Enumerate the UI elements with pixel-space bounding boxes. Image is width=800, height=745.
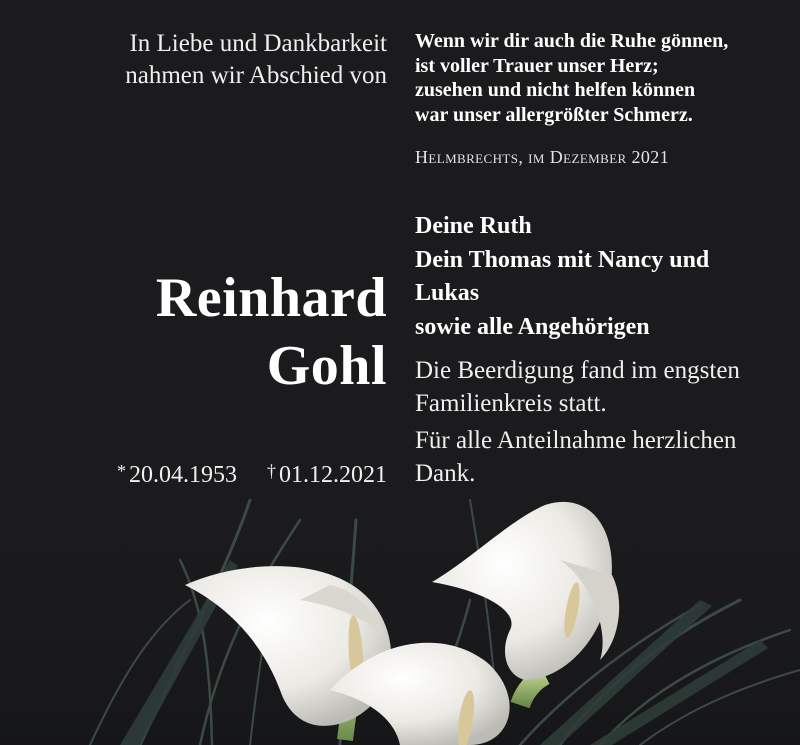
deceased-name [156, 264, 387, 400]
funeral-line-2: Familienkreis statt. [415, 390, 607, 417]
death-date-group [267, 456, 387, 490]
first-name: Reinhard [155, 267, 387, 329]
death-symbol: † [267, 461, 276, 481]
signer-line: sowie alle Angehörigen [415, 313, 650, 340]
signer-line: Deine Ruth [415, 213, 532, 239]
intro-line-2: nahmen wir Abschied von [125, 62, 387, 89]
intro-text [125, 28, 387, 92]
thanks-line-2: Dank. [415, 460, 476, 487]
thanks-line-1: Für alle Anteilnahme herzlichen [415, 427, 737, 454]
birth-date-group [117, 456, 237, 490]
death-date: 01.12.2021 [279, 462, 387, 488]
verse-line: Wenn wir dir auch die Ruhe gönnen, [415, 30, 729, 52]
mourning-verse [415, 29, 728, 127]
birth-symbol: * [117, 461, 126, 481]
signer-line: Dein Thomas mit Nancy und [415, 246, 710, 273]
funeral-line-1: Die Beerdigung fand im engsten [415, 357, 740, 384]
signer-line: Lukas [415, 280, 480, 306]
verse-line: zusehen und nicht helfen können [415, 79, 696, 101]
birth-date: 20.04.1953 [129, 462, 237, 488]
funeral-text [415, 354, 740, 420]
life-dates [117, 456, 387, 490]
last-name: Gohl [266, 335, 387, 397]
verse-line: war unser allergrößter Schmerz. [415, 103, 693, 126]
place-and-date: Helmbrechts, im Dezember 2021 [415, 147, 670, 167]
verse-line: ist voller Trauer unser Herz; [415, 54, 659, 77]
signers [415, 210, 709, 344]
thanks-text [415, 424, 740, 490]
intro-line-1: In Liebe und Dankbarkeit [129, 30, 387, 57]
funeral-notice [415, 354, 740, 490]
